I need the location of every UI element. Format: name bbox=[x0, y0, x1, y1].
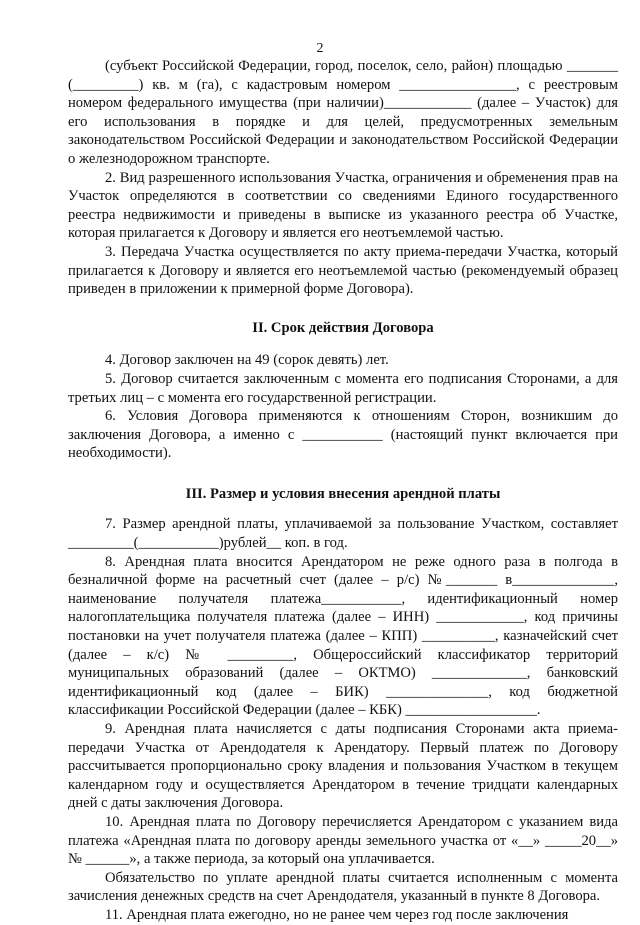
spacer bbox=[68, 299, 618, 319]
spacer bbox=[68, 463, 618, 485]
paragraph-1-continuation: (субъект Российской Федерации, город, поселок, село, район) площадью _______ (_________) кв. м (га), с кадастровым номером ________________, с реестровым номером федерального имущества (при наличии)____________ (далее – Участок) для его использования в порядке и для целей, предусмотренных земельным законодательством Российской Федерации и законодательством Российской Федерации о железнодорожном транспорте. bbox=[68, 58, 618, 167]
section-3-heading: III. Размер и условия внесения арендной платы bbox=[185, 485, 501, 502]
paragraph-5: 5. Договор считается заключенным с момента его подписания Сторонами, а для третьих лиц – с момента его государственной регистрации. bbox=[68, 370, 618, 406]
paragraph-3: 3. Передача Участка осуществляется по акту приема-передачи Участка, который прилагается к Договору и является его неотъемлемой частью (рекомендуемый образец приведен в приложении к примерной форме Договора). bbox=[68, 243, 618, 298]
paragraph-10: 10. Арендная плата по Договору перечисляется Арендатором с указанием вида платежа «Арендная плата по договору аренды земельного участка от «__» _____20__» № ______», а также периода, за который она уплачивается. bbox=[68, 813, 618, 868]
section-2-heading: II. Срок действия Договора bbox=[252, 319, 434, 336]
paragraph-10-obligation: Обязательство по уплате арендной платы считается исполненным с момента зачисления денежных средств на счет Арендодателя, указанный в пункте 8 Договора. bbox=[68, 869, 618, 905]
page-number: 2 bbox=[316, 41, 324, 56]
document-body bbox=[68, 57, 618, 925]
paragraph-7: 7. Размер арендной платы, уплачиваемой за пользование Участком, составляет _________(___________)рублей__ коп. в год. bbox=[68, 516, 618, 552]
paragraph-2: 2. Вид разрешенного использования Участка, ограничения и обременения прав на Участок определяются в соответствии со сведениями Единого государственного реестра недвижимости и приведены в выписке из указанного реестра об Участке, которая прилагается к Договору и является его неотъемлемой частью. bbox=[68, 169, 618, 242]
paragraph-8: 8. Арендная плата вносится Арендатором не реже одного раза в полгода в безналичной форме на расчетный счет (далее – р/с) №_______ в______________, наименование получателя платежа___________, идентификационный номер налогоплательщика получателя платежа (далее – ИНН) ____________, код причины постановки на учет получателя платежа (далее – КПП) __________, казначейский счет (далее – к/с) № _________, Общероссийский классификатор территорий муниципальных образований (далее – ОКТМО) _____________, банковский идентификационный код (далее – БИК) ______________, код бюджетной классификации Российской Федерации (далее – КБК) __________________. bbox=[68, 553, 618, 719]
paragraph-4: 4. Договор заключен на 49 (сорок девять) лет. bbox=[105, 352, 389, 369]
paragraph-11: 11. Арендная плата ежегодно, но не ранее чем через год после заключения bbox=[105, 906, 569, 923]
spacer bbox=[68, 503, 618, 515]
spacer bbox=[68, 337, 618, 351]
paragraph-9: 9. Арендная плата начисляется с даты подписания Сторонами акта приема-передачи Участка от Арендодателя к Арендатору. Первый платеж по Договору рассчитывается пропорционально сроку владения и пользования Участком в текущем календарном году и осуществляется Арендатором в течение тридцати календарных дней с даты заключения Договора. bbox=[68, 721, 618, 812]
paragraph-6: 6. Условия Договора применяются к отношениям Сторон, возникшим до заключения Договора, а именно с ___________ (настоящий пункт включается при необходимости). bbox=[68, 408, 618, 462]
